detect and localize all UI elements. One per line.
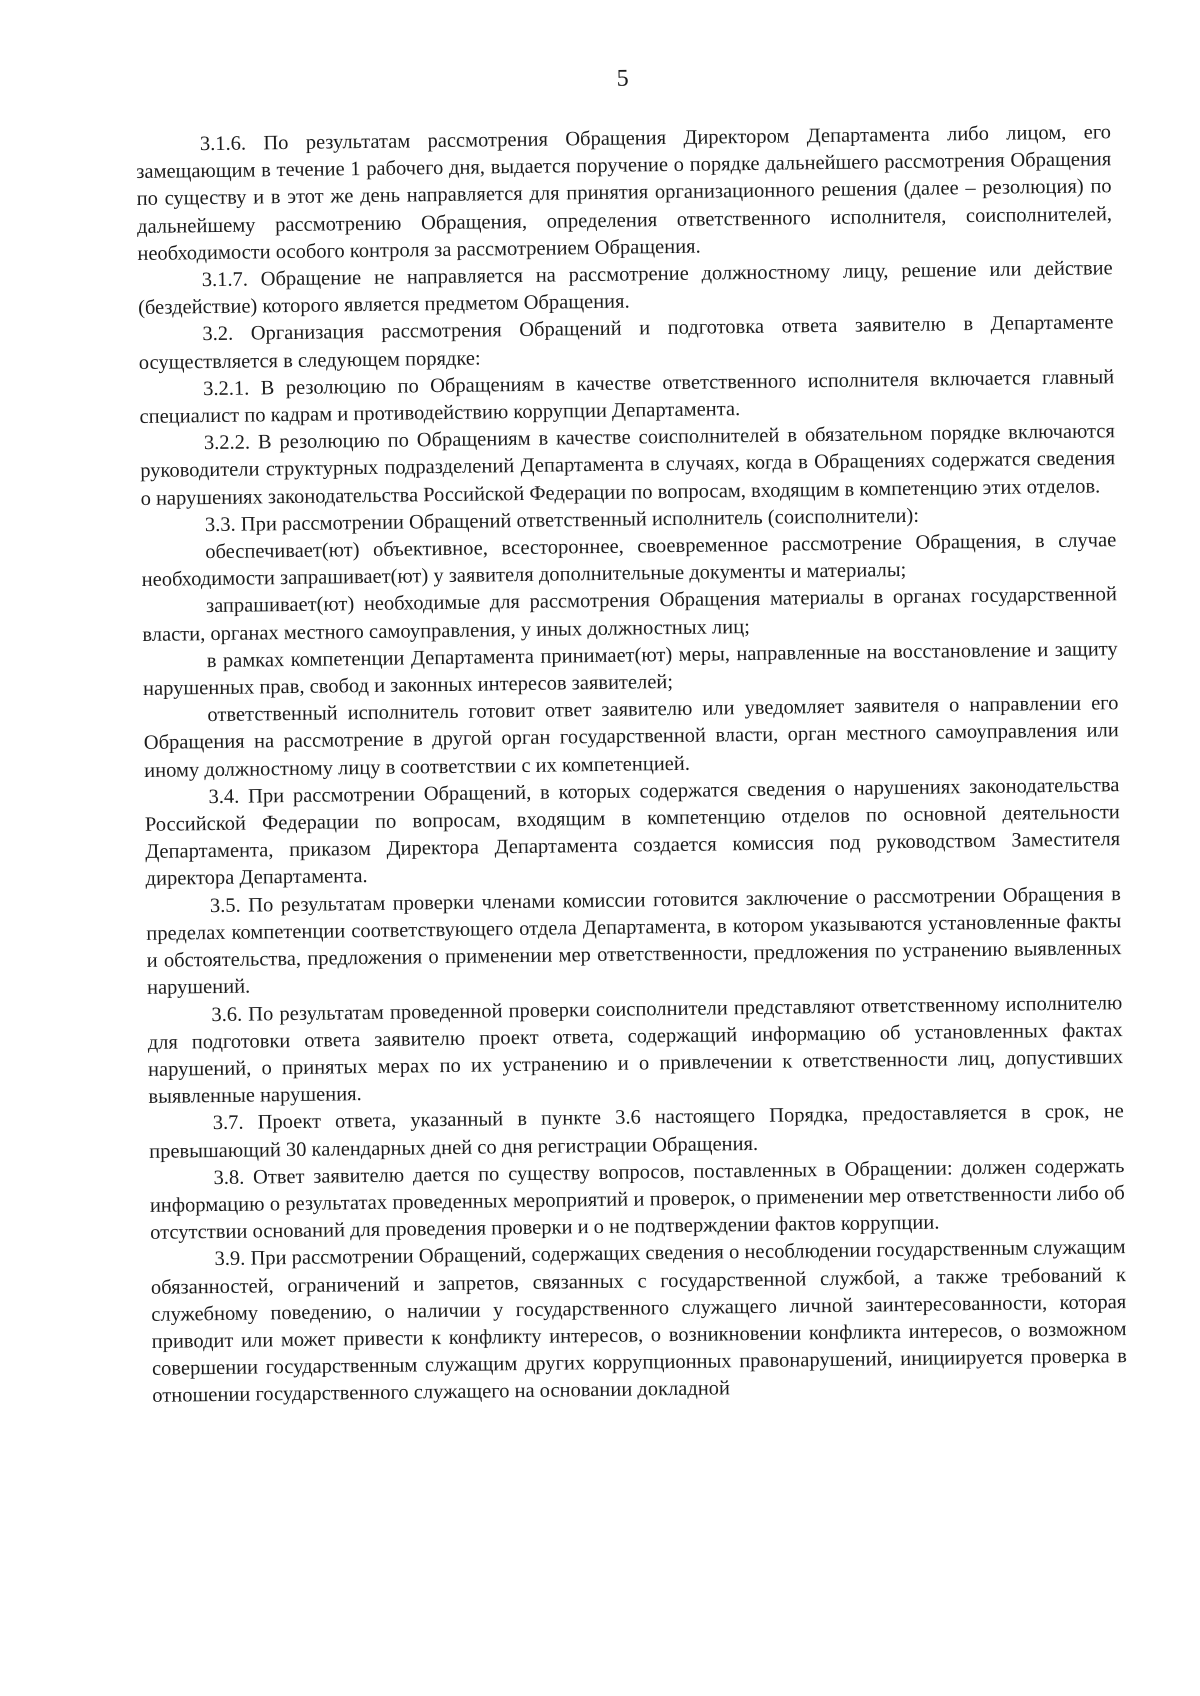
document-body — [136, 119, 1128, 1410]
paragraph-3-8: 3.8. Ответ заявителю дается по существу вопросов, поставленных в Обращении: должен содержать информацию о результатах проведенных мероприятий и проверок, о применении мер ответственности либо об отсутствии оснований для проведения проверки и о не подтверждении фактов коррупции. — [149, 1154, 1125, 1245]
paragraph-3-2-1: 3.2.1. В резолюцию по Обращениям в качестве ответственного исполнителя включается главный специалист по кадрам и противодействию коррупции Департамента. — [139, 366, 1115, 429]
paragraph-3-4: 3.4. При рассмотрении Обращений, в которых содержатся сведения о нарушениях законодательства Российской Федерации по вопросам, входящим в компетенцию отделов по основной деятельности Департамента, приказом Директора Департамента создается комиссия под руководством Заместителя директора Департамента. — [144, 774, 1121, 891]
paragraph-3-1-7: 3.1.7. Обращение не направляется на рассмотрение должностному лицу, решение или действие (бездействие) которого является предметом Обращения. — [137, 257, 1113, 320]
paragraph-3-3-item-3: в рамках компетенции Департамента принимает(ют) меры, направленные на восстановление и защиту нарушенных прав, свобод и законных интересов заявителей; — [142, 638, 1118, 701]
paragraph-3-3-item-1: обеспечивает(ют) объективное, всестороннее, своевременное рассмотрение Обращения, в случае необходимости запрашивает(ют) у заявителя дополнительные документы и материалы; — [141, 529, 1117, 592]
document-sheet — [135, 57, 1127, 1410]
paragraph-3-3-item-2: запрашивает(ют) необходимые для рассмотрения Обращения материалы в органах государственной власти, органах местного самоуправления, у иных должностных лиц; — [142, 583, 1118, 646]
paragraph-3-9: 3.9. При рассмотрении Обращений, содержащих сведения о несоблюдении государственным служащим обязанностей, ограничений и запретов, связанных с государственной службой, а также требований к служебному поведению, о наличии у государственного служащего личной заинтересованности, которая приводит или может привести к конфликту интересов, о возникновении конфликта интересов, о возможном совершении государственным служащим других коррупционных правонарушений, инициируется проверка в отношении государственного служащего на основании докладной — [150, 1236, 1128, 1408]
paragraph-3-5: 3.5. По результатам проверки членами комиссии готовится заключение о рассмотрении Обращения в пределах компетенции соответствующего отдела Департамента, в котором указываются установленные факты и обстоятельства, предложения о применении мер ответственности, предложения по устранению выявленных нарушений. — [146, 882, 1122, 1000]
paragraph-3-3-item-4: ответственный исполнитель готовит ответ заявителю или уведомляет заявителя о направлении его Обращения на рассмотрение в другой орган государственной власти, орган местного самоуправления или иному должностному лицу в соответствии с их компетенцией. — [143, 692, 1119, 782]
paragraph-3-2-2: 3.2.2. В резолюцию по Обращениям в качестве соисполнителей в обязательном порядке включаются руководители структурных подразделений Департамента в случаях, когда в Обращениях содержатся сведения о нарушениях законодательства Российской Федерации по вопросам, входящим в компетенцию этих отделов. — [140, 420, 1116, 510]
paragraph-3-6: 3.6. По результатам проведенной проверки соисполнители представляют ответственному исполнителю для подготовки ответа заявителю проект ответа, содержащий информацию об установленных фактах нарушений, о принятых мерах по их устранению и о привлечении к ответственности лиц, допустивших выявленные нарушения. — [147, 991, 1124, 1109]
page-number: 5 — [616, 65, 629, 92]
paragraph-3-1-6: 3.1.6. По результатам рассмотрения Обращения Директором Департамента либо лицом, его замещающим в течение 1 рабочего дня, выдается поручение о порядке дальнейшего рассмотрения Обращения по существу и в этот же день направляется для принятия организационного решения (далее – резолюция) по дальнейшему рассмотрению Обращения, определения ответственного исполнителя, соисполнителей, необходимости особого контроля за рассмотрением Обращения. — [136, 121, 1113, 265]
paragraph-3-3: 3.3. При рассмотрении Обращений ответственный исполнитель (соисполнители): — [204, 504, 920, 536]
paragraph-3-7: 3.7. Проект ответа, указанный в пункте 3.6 настоящего Порядка, предоставляется в срок, не превышающий 30 календарных дней со дня регистрации Обращения. — [149, 1100, 1124, 1163]
paragraph-3-2: 3.2. Организация рассмотрения Обращений и подготовка ответа заявителю в Департаменте осуществляется в следующем порядке: — [138, 311, 1114, 374]
